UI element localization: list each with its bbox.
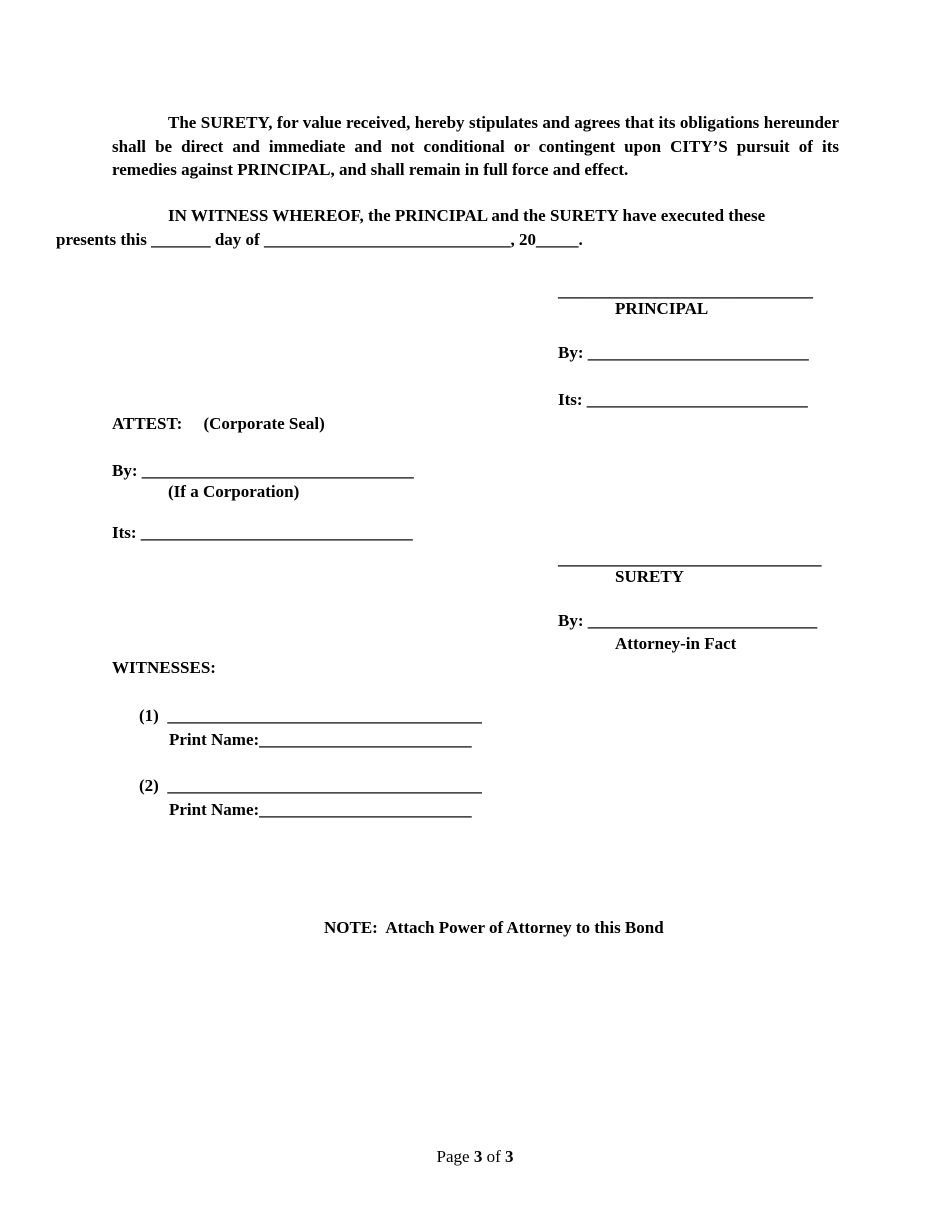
witness-line-2: presents this _______ day of _____________________________, 20_____. xyxy=(56,229,583,249)
page-prefix: Page xyxy=(436,1147,474,1166)
attest-corporation-note: (If a Corporation) xyxy=(168,482,300,501)
witness-1-print-name: Print Name:_________________________ xyxy=(169,730,472,749)
witness-2-print-name: Print Name:_________________________ xyxy=(169,800,472,819)
attest-its-line: Its: ________________________________ xyxy=(112,523,413,542)
attest-by-line: By: ________________________________ xyxy=(112,461,414,480)
principal-signature-line: ______________________________ xyxy=(558,281,813,300)
witness-1-signature-line: (1) _____________________________________ xyxy=(139,706,482,725)
witness-line-1: IN WITNESS WHEREOF, the PRINCIPAL and the SURETY have executed these xyxy=(168,206,766,225)
witnesses-heading: WITNESSES: xyxy=(112,658,216,677)
principal-label: PRINCIPAL xyxy=(615,299,709,318)
surety-signature-line: _______________________________ xyxy=(558,549,822,568)
page-footer xyxy=(0,1145,950,1168)
witness-2-signature-line: (2) _____________________________________ xyxy=(139,776,482,795)
power-of-attorney-note: NOTE: Attach Power of Attorney to this Bond xyxy=(324,918,664,937)
principal-its-line: Its: __________________________ xyxy=(558,390,808,409)
surety-paragraph: The SURETY, for value received, hereby stipulates and agrees that its obligations hereunder shall be direct and immediate and not conditional or contingent upon CITY’S pursuit of its remedies against PRINCIPAL, and shall remain in full force and effect. xyxy=(112,113,839,179)
principal-by-line: By: __________________________ xyxy=(558,343,809,362)
attest-heading: ATTEST: (Corporate Seal) xyxy=(112,414,325,433)
page-of: of xyxy=(482,1147,505,1166)
page-current: 3 xyxy=(473,1147,483,1166)
surety-by-line: By: ___________________________ xyxy=(558,611,818,630)
witness-paragraph xyxy=(56,204,839,251)
attorney-in-fact-label: Attorney-in Fact xyxy=(615,634,737,653)
page-total: 3 xyxy=(504,1147,514,1166)
surety-label: SURETY xyxy=(615,567,684,586)
